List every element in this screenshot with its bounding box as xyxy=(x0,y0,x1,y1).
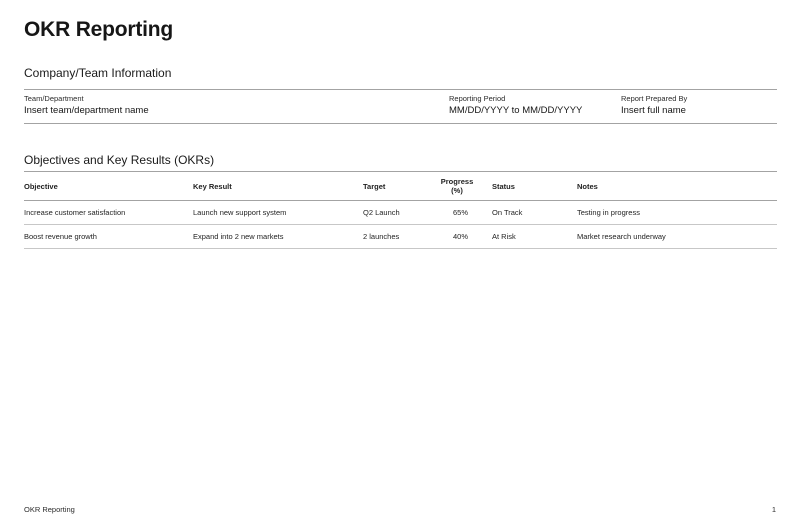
field-value: Insert team/department name xyxy=(24,105,149,116)
company-info-heading: Company/Team Information xyxy=(24,66,172,80)
cell-progress: 65% xyxy=(438,201,488,225)
page-footer xyxy=(24,505,776,514)
okr-table xyxy=(24,171,777,249)
field-label: Team/Department xyxy=(24,94,84,103)
footer-page-number: 1 xyxy=(771,505,776,514)
cell-progress: 40% xyxy=(438,225,488,249)
field-label: Report Prepared By xyxy=(621,94,688,103)
table-row xyxy=(24,201,777,225)
column-header-objective: Objective xyxy=(24,172,193,201)
okr-section xyxy=(24,153,776,249)
field-label: Reporting Period xyxy=(449,94,506,103)
company-info-section xyxy=(24,66,776,124)
cell-objective: Boost revenue growth xyxy=(24,225,193,249)
company-info-table xyxy=(24,89,777,124)
column-header-status: Status xyxy=(488,172,577,201)
cell-key-result: Expand into 2 new markets xyxy=(193,225,363,249)
okr-report-page xyxy=(0,0,800,249)
field-report-prepared-by xyxy=(621,90,777,123)
cell-target: 2 launches xyxy=(363,225,438,249)
cell-status: At Risk xyxy=(488,225,577,249)
field-team-department xyxy=(24,90,449,123)
cell-notes: Market research underway xyxy=(577,225,777,249)
okr-heading: Objectives and Key Results (OKRs) xyxy=(24,153,215,167)
column-header-target: Target xyxy=(363,172,438,201)
column-header-notes: Notes xyxy=(577,172,777,201)
field-reporting-period xyxy=(449,90,621,123)
cell-target: Q2 Launch xyxy=(363,201,438,225)
cell-notes: Testing in progress xyxy=(577,201,777,225)
field-value: MM/DD/YYYY to MM/DD/YYYY xyxy=(449,105,583,116)
column-header-progress: Progress (%) xyxy=(438,172,488,201)
column-header-key-result: Key Result xyxy=(193,172,363,201)
footer-document-title: OKR Reporting xyxy=(24,505,75,514)
field-value: Insert full name xyxy=(621,105,686,116)
page-title: OKR Reporting xyxy=(24,18,174,41)
okr-table-header-row xyxy=(24,172,777,201)
cell-key-result: Launch new support system xyxy=(193,201,363,225)
cell-status: On Track xyxy=(488,201,577,225)
cell-objective: Increase customer satisfaction xyxy=(24,201,193,225)
table-row xyxy=(24,225,777,249)
